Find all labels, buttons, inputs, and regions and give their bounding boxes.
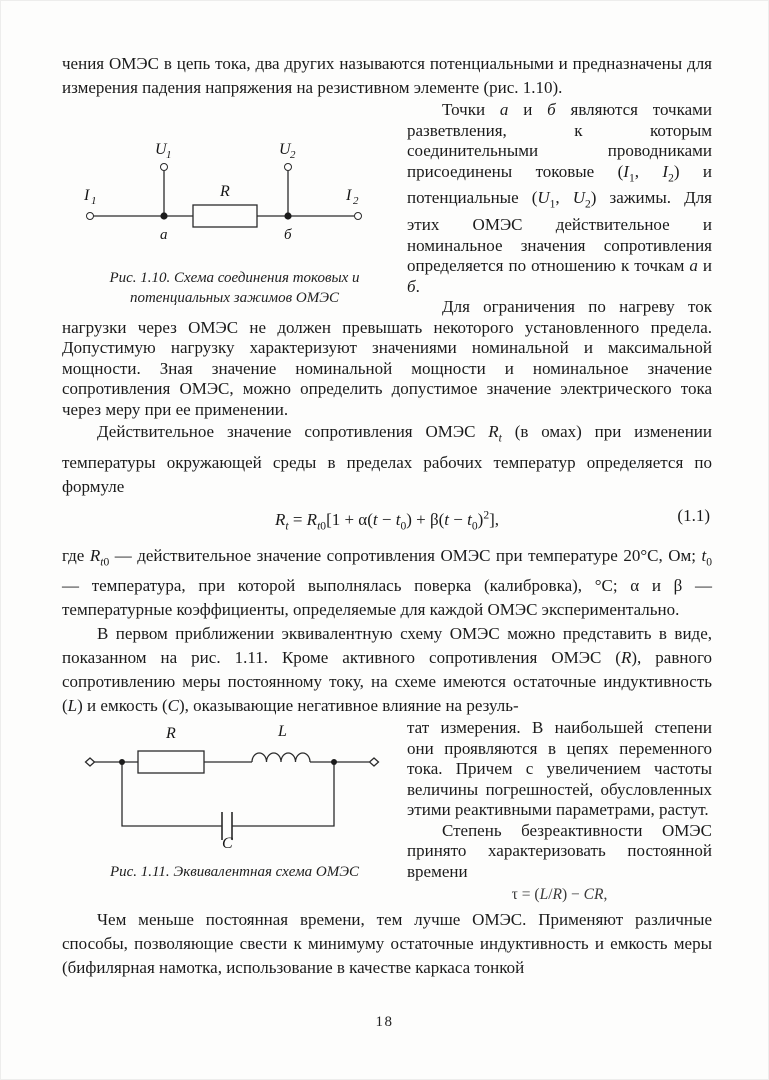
figure-1-10 [62, 100, 407, 314]
terminal-left-icon [86, 758, 95, 766]
formula-1-1 [62, 501, 712, 542]
resistor-symbol [138, 751, 204, 773]
page-number: 18 [375, 1014, 394, 1030]
svg-text:R: R [166, 725, 176, 743]
svg-text:б: б [284, 227, 292, 243]
svg-text:C: C [222, 835, 233, 851]
svg-text:2: 2 [290, 149, 296, 161]
formula-tau: τ = (L/R) − CR, [511, 886, 608, 904]
svg-text:U: U [279, 141, 291, 158]
terminal-i2-icon [355, 213, 362, 220]
svg-text:1: 1 [166, 149, 172, 161]
section-figure-1-11 [62, 718, 712, 908]
svg-text:I: I [346, 187, 352, 204]
resistor-symbol [193, 205, 257, 227]
figure-1-10-caption: Рис. 1.10. Схема соединения токовых и потенциальных зажимов ОМЭС [109, 270, 360, 306]
circuit-diagram-terminals [82, 124, 366, 256]
terminal-right-icon [370, 758, 379, 766]
svg-text:а: а [160, 227, 168, 243]
paragraph-intro: чения ОМЭС в цепь тока, два других называются потенциальными и предназначены для измерения падения напряжения на резистивном элементе (рис. 1.10). [62, 54, 712, 97]
node-b-dot [284, 212, 291, 219]
section-figure-1-10 [62, 100, 712, 420]
svg-text:1: 1 [91, 195, 97, 207]
svg-text:I: I [84, 187, 90, 204]
inductor-symbol [252, 753, 310, 762]
svg-text:R: R [220, 183, 230, 200]
paragraph-time-constant-intro: Степень безреактивности ОМЭС принято характеризовать постоянной времени [407, 820, 712, 881]
figure-1-11 [62, 718, 407, 888]
paragraph-minimize-reactance: Чем меньше постоянная времени, тем лучше ОМЭС. Применяют различные способы, позволяющие свести к минимуму остаточные индуктивность и емкость меры (бифилярная намотка, использование в качестве каркаса тонкой [62, 910, 712, 978]
paragraph-reactive-effects: тат измерения. В наибольшей степени они проявляются в цепях переменного тока. Причем с увеличением частоты величины погрешностей, обусловленных этими реактивными параметрами, растут. [407, 718, 712, 820]
capacitor-branch [122, 762, 334, 840]
potential-branch-u1 [161, 164, 168, 217]
terminal-u2-icon [285, 164, 292, 171]
diagram-labels [83, 141, 359, 243]
formula-1-1-expression: $R_t = R_{t0}[1 + \alpha(t - t_0) + \beta(t - t_0)^2]$, [274, 508, 500, 533]
figure-1-11-caption: Рис. 1.11. Эквивалентная схема ОМЭС [109, 864, 360, 881]
paragraph-actual-resistance: Действительное значение сопротивления ОМЭС $R_t$ (в омах) при изменении температуры окружающей среды в пределах рабочих температур определяется по формуле [62, 422, 712, 496]
paragraph-formula-legend: где $R_{t0}$ — действительное значение сопротивления ОМЭС при температуре 20°С, Ом; $t_0$ — температура, при которой выполнялась поверка (калибровка), °С; α и β — температурные коэффициенты, определяемые для каждой ОМЭС экспериментально. [62, 545, 712, 620]
node-left-dot [119, 759, 125, 765]
node-a-dot [160, 212, 167, 219]
formula-1-1-number: (1.1) [677, 505, 710, 525]
potential-branch-u2 [285, 164, 292, 217]
svg-text:2: 2 [353, 195, 359, 207]
circuit-diagram-equivalent [82, 722, 382, 850]
diagram-labels [165, 723, 287, 850]
terminal-i1-icon [87, 213, 94, 220]
paragraph-points-ab: Точки а и б являются точками разветвления, к которым соединительными проводниками присоединены токовые ($I_1$, $I_2$) и потенциальные ($U_1$, $U_2$) зажимы. Для этих ОМЭС действительное и номинальное значения сопротивления определяется по отношению к точкам а и б. [407, 100, 712, 296]
svg-text:U: U [155, 141, 167, 158]
node-right-dot [331, 759, 337, 765]
paragraph-load-limit: Для ограничения по нагреву ток нагрузки через ОМЭС не должен превышать некоторого установленного предела. Допустимую нагрузку характеризуют значениями номинальной и максимальной мощности. Зная значение номинальной мощности и номинальное значение сопротивления ОМЭС, можно определить допустимое значение электрического тока через меру при ее применении. [62, 297, 712, 419]
svg-text:L: L [278, 723, 287, 741]
page-content [62, 52, 712, 980]
paragraph-equivalent-scheme: В первом приближении эквивалентную схему ОМЭС можно представить в виде, показанном на рис. 1.11. Кроме активного сопротивления ОМЭС (R), равного сопротивлению меры постоянному току, на схеме имеются остаточные индуктивность (L) и емкость (C), оказывающие негативное влияние на резуль- [62, 624, 712, 716]
terminal-u1-icon [161, 164, 168, 171]
